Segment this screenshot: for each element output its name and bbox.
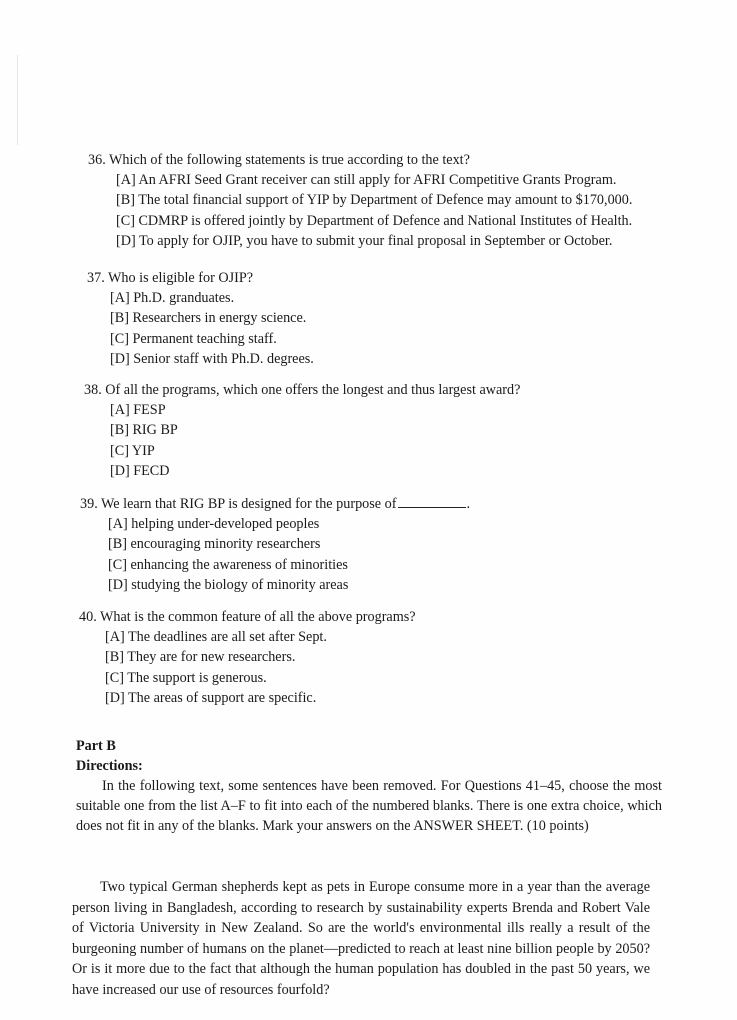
option-b: [B] They are for new researchers. bbox=[105, 649, 296, 666]
option-c: [C] The support is generous. bbox=[105, 669, 267, 686]
question-stem: 39. We learn that RIG BP is designed for the purpose of bbox=[80, 496, 397, 512]
option-a: [A] Ph.D. granduates. bbox=[110, 290, 235, 307]
question-36 bbox=[88, 150, 632, 251]
option-a: [A] helping under-developed peoples bbox=[108, 516, 320, 533]
option-c: [C] YIP bbox=[110, 442, 155, 459]
option-a: [A] The deadlines are all set after Sept. bbox=[105, 629, 327, 646]
option-d: [D] Senior staff with Ph.D. degrees. bbox=[110, 350, 314, 367]
question-39 bbox=[80, 494, 470, 595]
part-b-section bbox=[76, 736, 662, 836]
question-40 bbox=[79, 607, 416, 708]
option-a: [A] FESP bbox=[110, 402, 166, 419]
stem-end: . bbox=[466, 496, 470, 512]
option-a: [A] An AFRI Seed Grant receiver can still apply for AFRI Competitive Grants Program. bbox=[116, 172, 617, 189]
question-stem: 40. What is the common feature of all the above programs? bbox=[79, 609, 416, 625]
directions-text: In the following text, some sentences have been removed. For Questions 41–45, choose the most suitable one from the list A–F to fit into each of the numbered blanks. There is one extra choice, which does not fit in any of the blanks. Mark your answers on the ANSWER SHEET. (10 points) bbox=[76, 778, 662, 834]
question-stem: 36. Which of the following statements is true according to the text? bbox=[88, 152, 470, 168]
option-c: [C] Permanent teaching staff. bbox=[110, 330, 277, 347]
question-38 bbox=[84, 380, 520, 481]
option-b: [B] encouraging minority researchers bbox=[108, 536, 321, 553]
option-b: [B] Researchers in energy science. bbox=[110, 310, 307, 327]
option-d: [D] The areas of support are specific. bbox=[105, 689, 317, 706]
option-b: [B] RIG BP bbox=[110, 422, 178, 439]
question-stem: 37. Who is eligible for OJIP? bbox=[87, 270, 254, 286]
option-d: [D] FECD bbox=[110, 462, 170, 479]
part-title: Part B bbox=[76, 738, 116, 754]
scan-edge-mark bbox=[17, 55, 18, 145]
question-stem: 38. Of all the programs, which one offers the longest and thus largest award? bbox=[84, 382, 521, 398]
option-c: [C] enhancing the awareness of minorities bbox=[108, 556, 348, 573]
option-d: [D] To apply for OJIP, you have to submit your final proposal in September or October. bbox=[116, 232, 613, 249]
option-c: [C] CDMRP is offered jointly by Department of Defence and National Institutes of Health. bbox=[116, 212, 633, 229]
answer-blank bbox=[398, 495, 466, 508]
question-37 bbox=[87, 268, 314, 369]
option-d: [D] studying the biology of minority areas bbox=[108, 576, 349, 593]
option-b: [B] The total financial support of YIP by Department of Defence may amount to $170,000. bbox=[116, 192, 633, 209]
question-stem-line bbox=[80, 494, 470, 514]
directions-label: Directions: bbox=[76, 758, 143, 774]
reading-passage: Two typical German shepherds kept as pets in Europe consume more in a year than the average person living in Bangladesh, according to research by sustainability experts Brenda and Robert Vale of Victoria University in New Zealand. So are the world's environmental ills really a result of the burgeoning number of humans on the planet—predicted to reach at least nine billion people by 2050? Or is it more due to the fact that although the human population has doubled in the past 50 years, we have increased our use of resources fourfold? bbox=[72, 879, 650, 998]
